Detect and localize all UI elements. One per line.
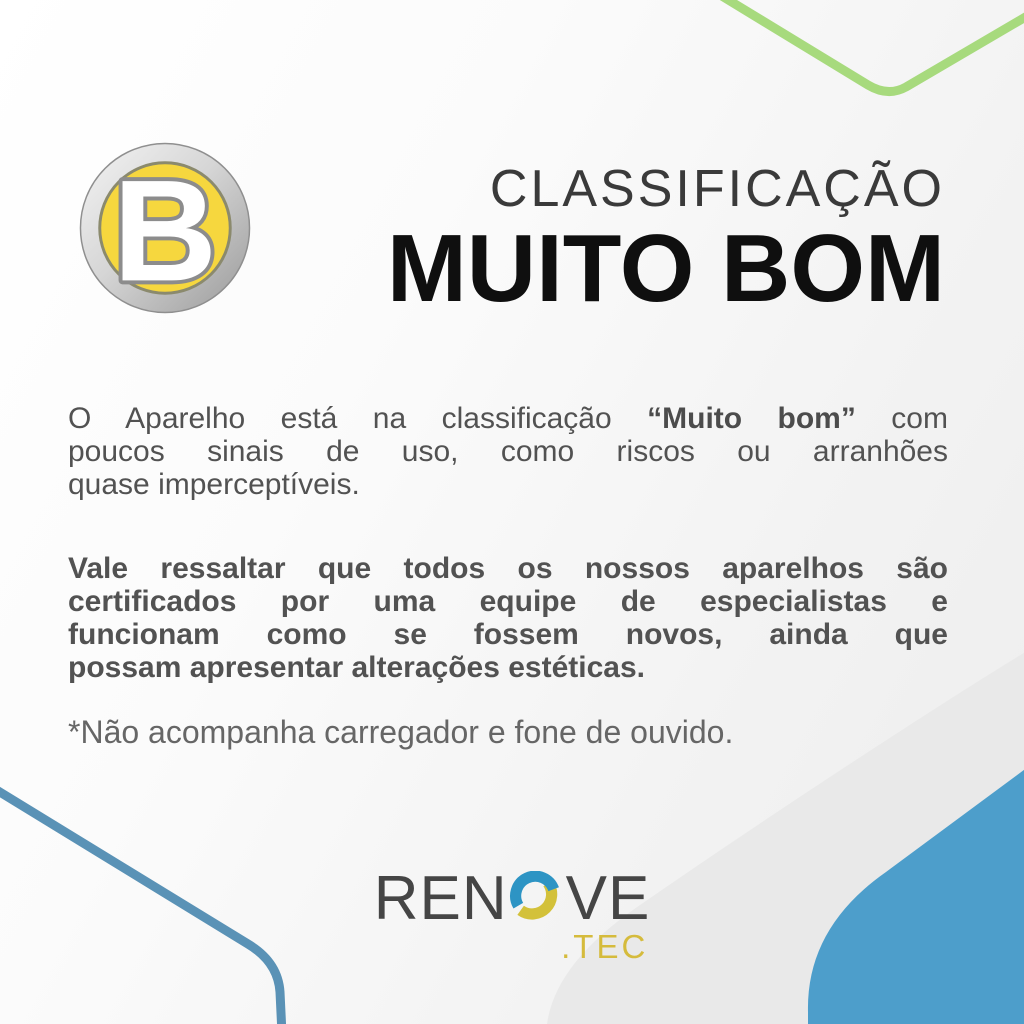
green-chevron-line	[712, 0, 1024, 92]
grade-b-badge	[78, 141, 252, 315]
p2-line-1: Vale ressaltar que todos os nossos aparelhos são	[68, 552, 948, 585]
p2-line-4: possam apresentar alterações estéticas.	[68, 651, 645, 684]
disclaimer-note: *Não acompanha carregador e fone de ouvido.	[68, 714, 734, 750]
description-paragraph	[68, 402, 948, 501]
brand-text-ve: VE	[565, 864, 651, 933]
p1-line-2: poucos sinais de uso, como riscos ou arranhões	[68, 435, 948, 468]
p1-line-1	[68, 402, 948, 435]
classification-header	[386, 160, 945, 322]
p1-line-3: quase imperceptíveis.	[68, 468, 360, 501]
muito-bom-highlight: “Muito bom”	[647, 402, 856, 435]
brand-tld: .TEC	[561, 928, 649, 965]
certification-paragraph	[68, 552, 948, 684]
p1-text-start: O Aparelho está na classificação	[68, 402, 648, 435]
p1-text-end: com	[855, 402, 948, 435]
p2-line-2: certificados por uma equipe de especialistas e	[68, 585, 948, 618]
renove-tec-logo	[373, 864, 651, 965]
renove-o-recycle-icon	[509, 871, 565, 927]
brand-text-ren: REN	[373, 864, 508, 933]
classification-title: MUITO BOM	[386, 215, 945, 322]
p2-line-3: funcionam como se fossem novos, ainda que	[68, 618, 948, 651]
blue-corner-line	[0, 786, 282, 1024]
badge-letter: B	[112, 149, 218, 312]
brand-wordmark	[373, 864, 651, 933]
classification-kicker: CLASSIFICAÇÃO	[489, 160, 945, 218]
